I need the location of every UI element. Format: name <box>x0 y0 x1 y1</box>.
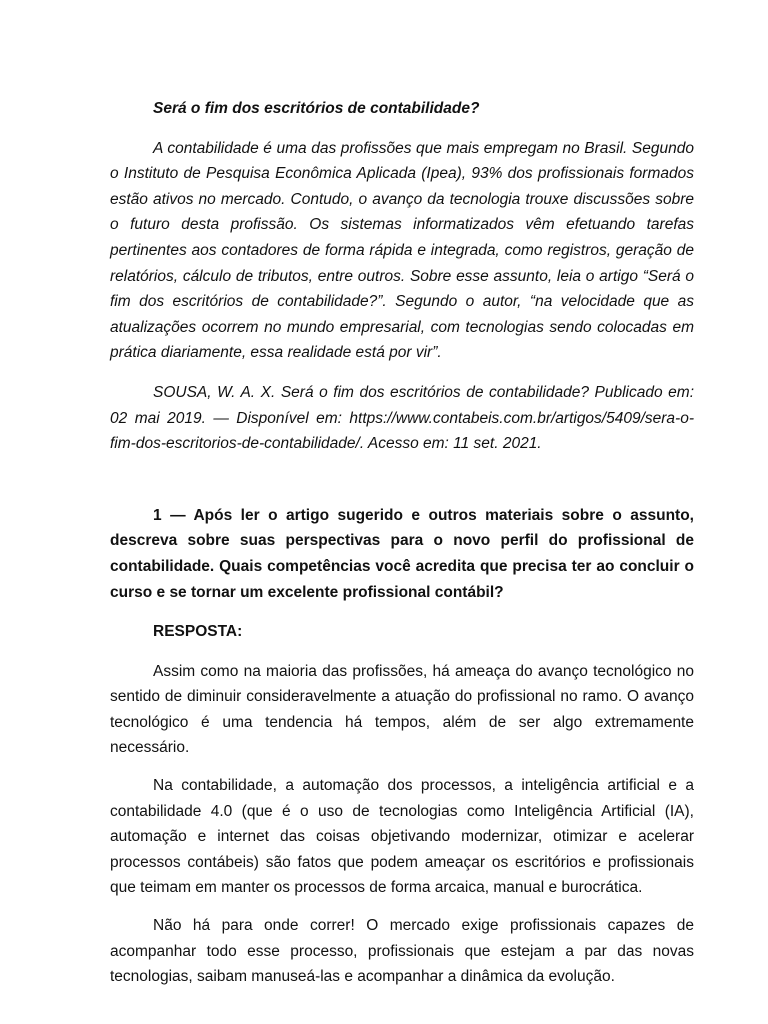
question-paragraph: 1 — Após ler o artigo sugerido e outros materiais sobre o assunto, descreva sobre suas perspectivas para o novo perfil do profissional de contabilidade. Quais competências você acredita que precisa ter ao concluir o curso e se tornar um excelente profissional contábil? <box>110 506 694 601</box>
answer-label: RESPOSTA: <box>153 623 243 641</box>
document-title: Será o fim dos escritórios de contabilidade? <box>153 100 480 117</box>
answer-paragraph: Na contabilidade, a automação dos processos, a inteligência artificial e a contabilidade 4.0 (que é o uso de tecnologias como Inteligência Artificial (IA), automação e internet das coisas objetivando modernizar, otimizar e acelerar processos contábeis) são fatos que podem ameaçar os escritórios e profissionais que teimam em manter os processos de forma arcaica, manual e burocrática. <box>110 777 694 897</box>
intro-paragraph: A contabilidade é uma das profissões que mais empregam no Brasil. Segundo o Instituto de Pesquisa Econômica Aplicada (Ipea), 93% dos profissionais formados estão ativos no mercado. Contudo, o avanço da tecnologia trouxe discussões sobre o futuro desta profissão. Os sistemas informatizados vêm efetuando tarefas pertinentes aos contadores de forma rápida e integrada, como registros, geração de relatórios, cálculo de tributos, entre outros. Sobre esse assunto, leia o artigo “Será o fim dos escritórios de contabilidade?”. Segundo o autor, “na velocidade que as atualizações ocorrem no mundo empresarial, com tecnologias sendo colocadas em prática diariamente, essa realidade está por vir”. <box>110 139 694 362</box>
answer-paragraph: Não há para onde correr! O mercado exige profissionais capazes de acompanhar todo esse processo, profissionais que estejam a par das novas tecnologias, saibam manuseá-las e acompanhar a dinâmica da evolução. <box>110 917 694 986</box>
reference-citation: SOUSA, W. A. X. Será o fim dos escritórios de contabilidade? Publicado em: 02 mai 2019. — Disponível em: https://www.contabeis.com.br/artigos/5409/sera-o-fim-dos-escritorios-de-contabilidade/. Acesso em: 11 set. 2021. <box>110 383 694 453</box>
document-page <box>110 96 694 1002</box>
answer-paragraph: Assim como na maioria das profissões, há ameaça do avanço tecnológico no sentido de diminuir consideravelmente a atuação do profissional no ramo. O avanço tecnológico é uma tendencia há tempos, além de ser algo extremamente necessário. <box>110 662 694 757</box>
